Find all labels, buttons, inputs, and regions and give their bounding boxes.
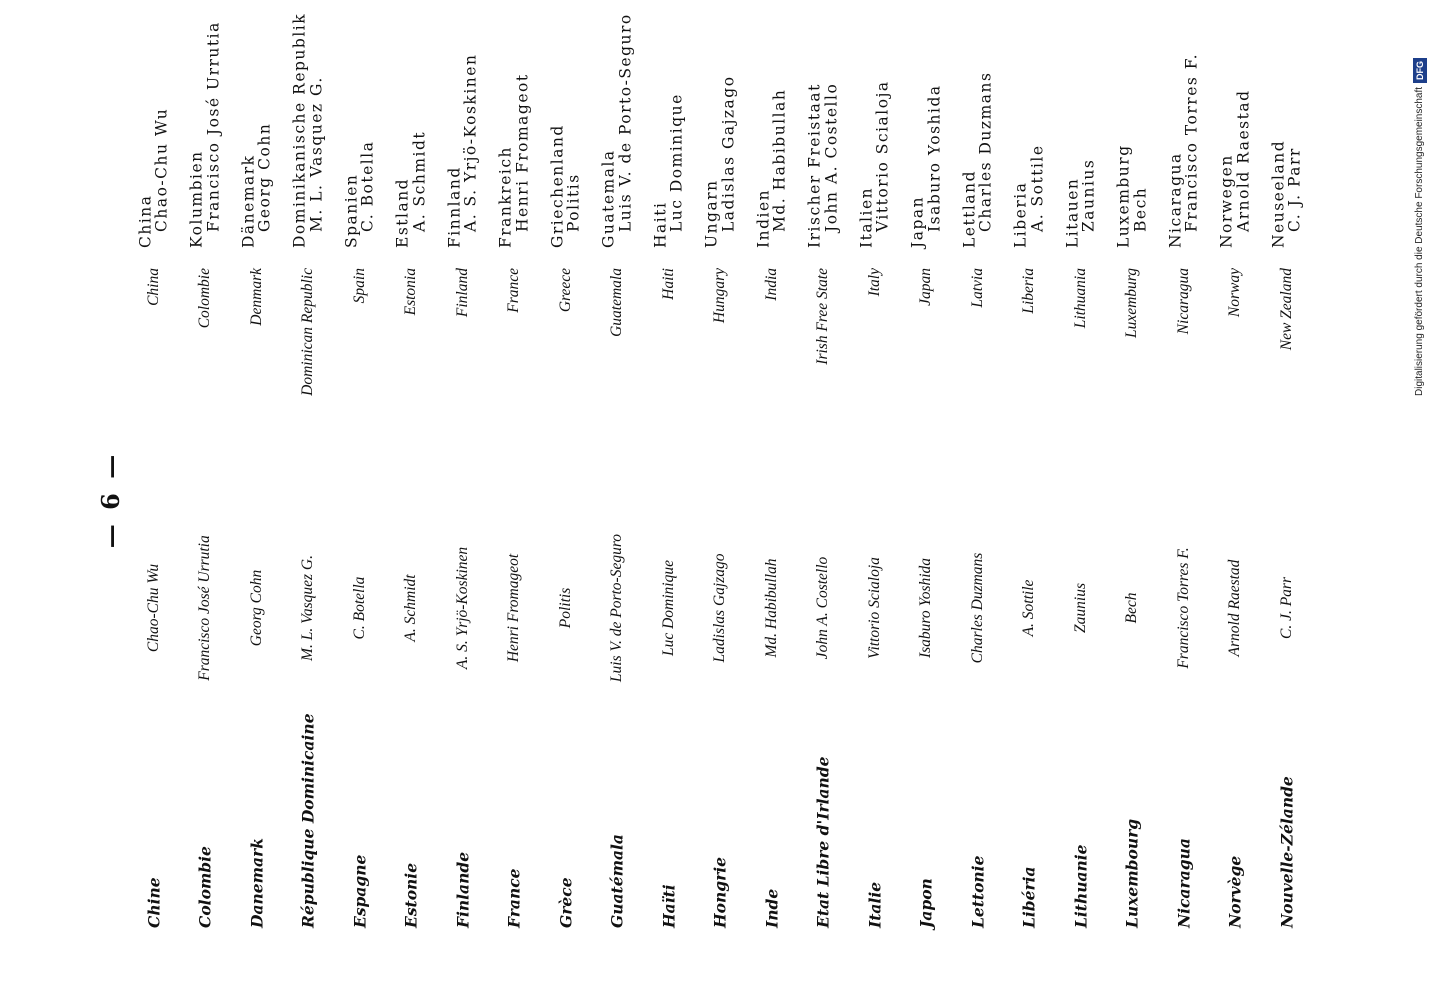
delegate-name-german: Isaburo Yoshida	[925, 84, 944, 232]
signatory-row	[489, 72, 541, 928]
country-name-english: Irish Free State	[814, 268, 832, 365]
country-name-french: Danemark	[247, 838, 267, 928]
signatory-row	[437, 53, 489, 928]
delegate-name: C. Botella	[350, 576, 368, 640]
country-name-french: Lettonie	[968, 855, 988, 928]
country-name-french: Libéria	[1019, 866, 1039, 928]
country-name-french: Etat Libre d'Irlande	[813, 756, 833, 928]
country-name-german: Japan	[908, 195, 927, 248]
country-name-german: Kolumbien	[187, 150, 206, 248]
signatory-row	[592, 13, 644, 928]
delegate-name: Luc Dominique	[659, 560, 677, 657]
country-name-german: Spanien	[342, 173, 361, 248]
german-entry	[961, 72, 994, 248]
delegate-name-german: A. Sottile	[1028, 144, 1047, 232]
delegate-name: John A. Costello	[814, 556, 832, 660]
delegate-name: Politis	[556, 587, 574, 629]
delegate-name: Chao-Chu Wu	[144, 563, 162, 653]
country-name-german: Ungarn	[702, 179, 721, 248]
german-entry	[1064, 159, 1097, 248]
signatory-list	[128, 12, 1313, 928]
signatory-row	[952, 72, 1004, 928]
country-name-french: Guatémala	[607, 834, 627, 928]
german-entry	[1270, 140, 1303, 248]
country-name-english: Spain	[350, 268, 368, 304]
digitization-note: Digitalisierung gefördert durch die Deutsche Forschungsgemeinschaft	[1414, 86, 1425, 396]
country-name-german: Haiti	[651, 201, 670, 248]
german-entry	[858, 80, 891, 248]
country-name-french: Japon	[916, 878, 936, 928]
delegate-name-german: C. J. Parr	[1285, 147, 1304, 232]
german-entry	[395, 131, 428, 248]
delegate-name: Ladislas Gajzago	[711, 553, 729, 663]
delegate-name-german: Ladislas Gajzago	[719, 75, 738, 232]
dfg-logo: DFG	[1413, 58, 1427, 83]
signatory-row	[798, 72, 850, 928]
signatory-row	[334, 72, 386, 928]
delegate-name-german: M. L. Vasquez G.	[307, 76, 326, 232]
country-name-english: Haiti	[659, 268, 677, 300]
country-name-english: Italy	[865, 268, 883, 297]
signatory-row	[1158, 52, 1210, 928]
country-name-french: Italie	[865, 881, 885, 928]
delegate-name-german: Luis V. de Porto-Seguro	[616, 13, 635, 232]
country-name-french: Haïti	[659, 884, 679, 928]
delegate-name: Charles Duzmans	[968, 552, 986, 664]
german-entry	[910, 84, 943, 248]
signatory-row	[1210, 72, 1262, 928]
delegate-name: Henri Fromageot	[505, 553, 523, 663]
country-name-german: Finnland	[445, 166, 464, 248]
delegate-name: A. Schmidt	[402, 574, 420, 642]
delegate-name: Md. Habibullah	[762, 558, 780, 658]
delegate-name-german: Henri Fromageot	[513, 73, 532, 232]
country-name-english: Lithuania	[1071, 268, 1089, 329]
country-name-french: Nicaragua	[1174, 838, 1194, 928]
delegate-name-german: Md. Habibullah	[770, 88, 789, 232]
country-name-english: Luxemburg	[1123, 268, 1141, 339]
country-name-french: Luxembourg	[1122, 818, 1142, 928]
delegate-name: M. L. Vasquez G.	[299, 555, 317, 661]
delegate-name-german: Chao-Chu Wu	[152, 107, 171, 232]
country-name-english: Colombie	[196, 268, 214, 329]
country-name-english: Guatemala	[608, 268, 626, 337]
german-entry	[704, 75, 737, 248]
delegate-name-german: Luc Dominique	[667, 93, 686, 232]
german-entry	[807, 83, 840, 248]
german-entry	[1167, 53, 1200, 248]
country-name-german: Nicaragua	[1166, 152, 1185, 248]
country-name-english: Latvia	[968, 268, 986, 308]
delegate-name: C. J. Parr	[1277, 577, 1295, 639]
german-entry	[1013, 144, 1046, 248]
delegate-name-german: Zaunius	[1079, 158, 1098, 232]
country-name-french: Grèce	[556, 877, 576, 928]
delegate-name-german: Charles Duzmans	[976, 71, 995, 232]
country-name-french: Hongrie	[710, 856, 730, 928]
german-entry	[755, 89, 788, 248]
country-name-french: Nouvelle-Zélande	[1277, 776, 1297, 928]
country-name-german: Estland	[393, 177, 412, 248]
german-entry	[240, 123, 273, 248]
signatory-row	[695, 72, 747, 928]
delegate-name-german: John A. Costello	[822, 82, 841, 232]
delegate-name: Francisco Torres F.	[1174, 547, 1192, 669]
country-name-english: Estonia	[402, 268, 420, 316]
delegate-name-german: Francisco José Urrutia	[204, 21, 223, 232]
delegate-name: Bech	[1123, 592, 1141, 624]
signatory-row	[180, 21, 232, 928]
german-entry	[292, 13, 325, 248]
german-entry	[498, 73, 531, 248]
country-name-english: Liberia	[1020, 268, 1038, 314]
country-name-english: New Zealand	[1277, 268, 1295, 351]
country-name-english: Hungary	[711, 268, 729, 324]
country-name-english: France	[505, 268, 523, 313]
signatory-row	[901, 72, 953, 928]
country-name-german: Indien	[754, 188, 773, 248]
country-name-french: Colombie	[195, 846, 215, 928]
country-name-german: China	[136, 194, 155, 248]
delegate-name-german: Vittorio Scialoja	[873, 80, 892, 232]
country-name-german: Frankreich	[496, 146, 515, 248]
country-name-french: Finlande	[453, 851, 473, 928]
country-name-german: Neuseeland	[1269, 139, 1288, 248]
country-name-german: Lettland	[960, 169, 979, 248]
country-name-german: Litauen	[1063, 177, 1082, 248]
delegate-name: Arnold Raestad	[1226, 559, 1244, 657]
country-name-english: Japan	[917, 268, 935, 306]
german-entry	[137, 108, 170, 248]
signatory-row	[849, 72, 901, 928]
country-name-german: Italien	[857, 186, 876, 248]
delegate-name-german: C. Botella	[358, 140, 377, 232]
german-entry	[189, 21, 222, 248]
country-name-german: Luxemburg	[1114, 144, 1133, 248]
country-name-french: Estonie	[401, 862, 421, 928]
rotated-document-page	[96, 12, 1326, 928]
delegate-name: Zaunius	[1071, 583, 1089, 633]
signatory-row	[540, 72, 592, 928]
delegate-name-german: Bech	[1131, 186, 1150, 232]
signatory-row	[283, 12, 335, 928]
signatory-row	[1107, 72, 1159, 928]
delegate-name: Francisco José Urrutia	[196, 535, 214, 681]
german-entry	[601, 13, 634, 248]
delegate-name: Vittorio Scialoja	[865, 557, 883, 659]
signatory-row	[1004, 72, 1056, 928]
german-entry	[446, 54, 479, 248]
country-name-english: India	[762, 268, 780, 301]
signatory-row	[643, 72, 695, 928]
delegate-name-german: A. S. Yrjö-Koskinen	[461, 53, 480, 232]
country-name-german: Dominikanische Republik	[290, 12, 309, 248]
signatory-row	[128, 72, 180, 928]
delegate-name: A. S. Yrjö-Koskinen	[453, 546, 471, 670]
delegate-name: Isaburo Yoshida	[917, 557, 935, 659]
country-name-german: Norwegen	[1217, 154, 1236, 248]
signatory-row	[386, 72, 438, 928]
german-entry	[652, 93, 685, 248]
delegate-name-german: A. Schmidt	[410, 130, 429, 232]
country-name-french: Lithuanie	[1071, 844, 1091, 928]
country-name-french: Norvège	[1225, 855, 1245, 928]
country-name-french: Inde	[762, 888, 782, 928]
delegate-name-german: Politis	[564, 173, 583, 232]
delegate-name: A. Sottile	[1020, 579, 1038, 637]
country-name-german: Dänemark	[239, 154, 258, 248]
country-name-english: Greece	[556, 268, 574, 313]
signatory-row	[746, 72, 798, 928]
country-name-english: Finland	[453, 268, 471, 318]
delegate-name-german: Georg Cohn	[255, 122, 274, 232]
country-name-english: Denmark	[247, 268, 265, 326]
country-name-french: Chine	[144, 877, 164, 928]
country-name-german: Guatemala	[599, 149, 618, 248]
german-entry	[1219, 89, 1252, 248]
country-name-german: Liberia	[1011, 181, 1030, 248]
country-name-english: Norway	[1226, 268, 1244, 318]
country-name-german: Irischer Freistaat	[805, 83, 824, 248]
digitization-stamp	[1408, 6, 1432, 396]
country-name-english: Nicaragua	[1174, 268, 1192, 335]
country-name-french: République Dominicaine	[298, 713, 318, 928]
country-name-english: China	[144, 268, 162, 306]
delegate-name: Luis V. de Porto-Seguro	[608, 533, 626, 683]
country-name-french: France	[504, 868, 524, 928]
country-name-french: Espagne	[350, 854, 370, 928]
country-name-german: Griechenland	[548, 124, 567, 248]
signatory-row	[1261, 72, 1313, 928]
delegate-name: Georg Cohn	[247, 569, 265, 647]
page-number: — 6 —	[96, 451, 125, 549]
signatory-row	[1055, 72, 1107, 928]
country-name-english: Dominican Republic	[299, 268, 317, 396]
german-entry	[1116, 144, 1149, 248]
german-entry	[343, 141, 376, 248]
delegate-name-german: Arnold Raestad	[1234, 89, 1253, 232]
german-entry	[549, 124, 582, 248]
delegate-name-german: Francisco Torres F.	[1182, 52, 1201, 232]
signatory-row	[231, 72, 283, 928]
